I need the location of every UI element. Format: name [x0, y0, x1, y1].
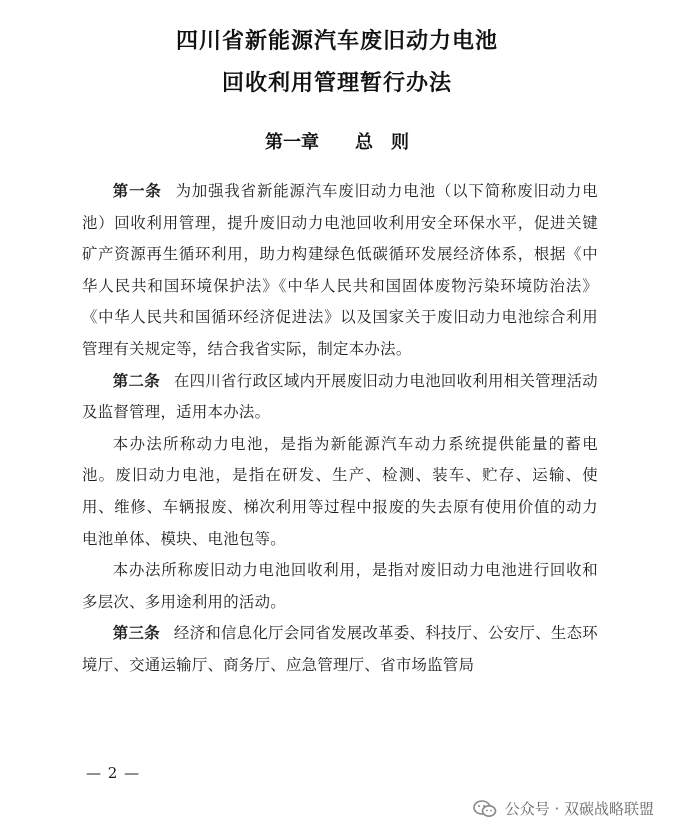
- chapter-title: 总 则: [355, 132, 409, 153]
- paragraph-text: 本办法所称废旧动力电池回收利用，是指对废旧动力电池进行回收和多层次、多用途利用的活动。: [82, 561, 598, 611]
- paragraph-definition-battery: [82, 429, 598, 555]
- watermark: [473, 798, 654, 819]
- paragraph-text: 本办法所称动力电池，是指为新能源汽车动力系统提供能量的蓄电池。废旧动力电池，是指在研发、生产、检测、装车、贮存、运输、使用、维修、车辆报废、梯次利用等过程中报废的失去原有使用价值的动力电池单体、模块、电池包等。: [82, 434, 598, 548]
- wechat-icon: [473, 800, 497, 818]
- chapter-heading: [0, 128, 674, 154]
- watermark-text: 公众号 · 双碳战略联盟: [504, 800, 654, 818]
- article-label: 第三条: [112, 624, 160, 643]
- article-label: 第二条: [112, 371, 160, 390]
- paragraph-text: 在四川省行政区域内开展废旧动力电池回收利用相关管理活动及监督管理，适用本办法。: [82, 371, 598, 422]
- paragraph-article-3: [82, 618, 598, 681]
- article-label: 第一条: [112, 182, 162, 200]
- paragraph-text: 为加强我省新能源汽车废旧动力电池（以下简称废旧动力电池）回收利用管理，提升废旧动力电池回收利用安全环保水平，促进关键矿产资源再生循环利用，助力构建绿色低碳循环发展经济体系，根据《中华人民共和国环境保护法》《中华人民共和国固体废物污染环境防治法》《中华人民共和国循环经济促进法》以及国家关于废旧动力电池综合利用管理有关规定等，结合我省实际，制定本办法。: [82, 182, 598, 358]
- paragraph-definition-recycling: [82, 555, 598, 618]
- document-body: [82, 176, 598, 682]
- document-title-line1: 四川省新能源汽车废旧动力电池: [175, 29, 498, 54]
- paragraph-article-1: [82, 176, 598, 366]
- paragraph-article-2: [82, 366, 598, 429]
- chapter-number: 第一章: [265, 132, 319, 153]
- page-number: — 2 —: [86, 764, 141, 782]
- document-title-line2: 回收利用管理暂行办法: [221, 71, 452, 96]
- paragraph-text: 经济和信息化厅会同省发展改革委、科技厅、公安厅、生态环境厅、交通运输厅、商务厅、应急管理厅、省市场监管局: [82, 624, 598, 674]
